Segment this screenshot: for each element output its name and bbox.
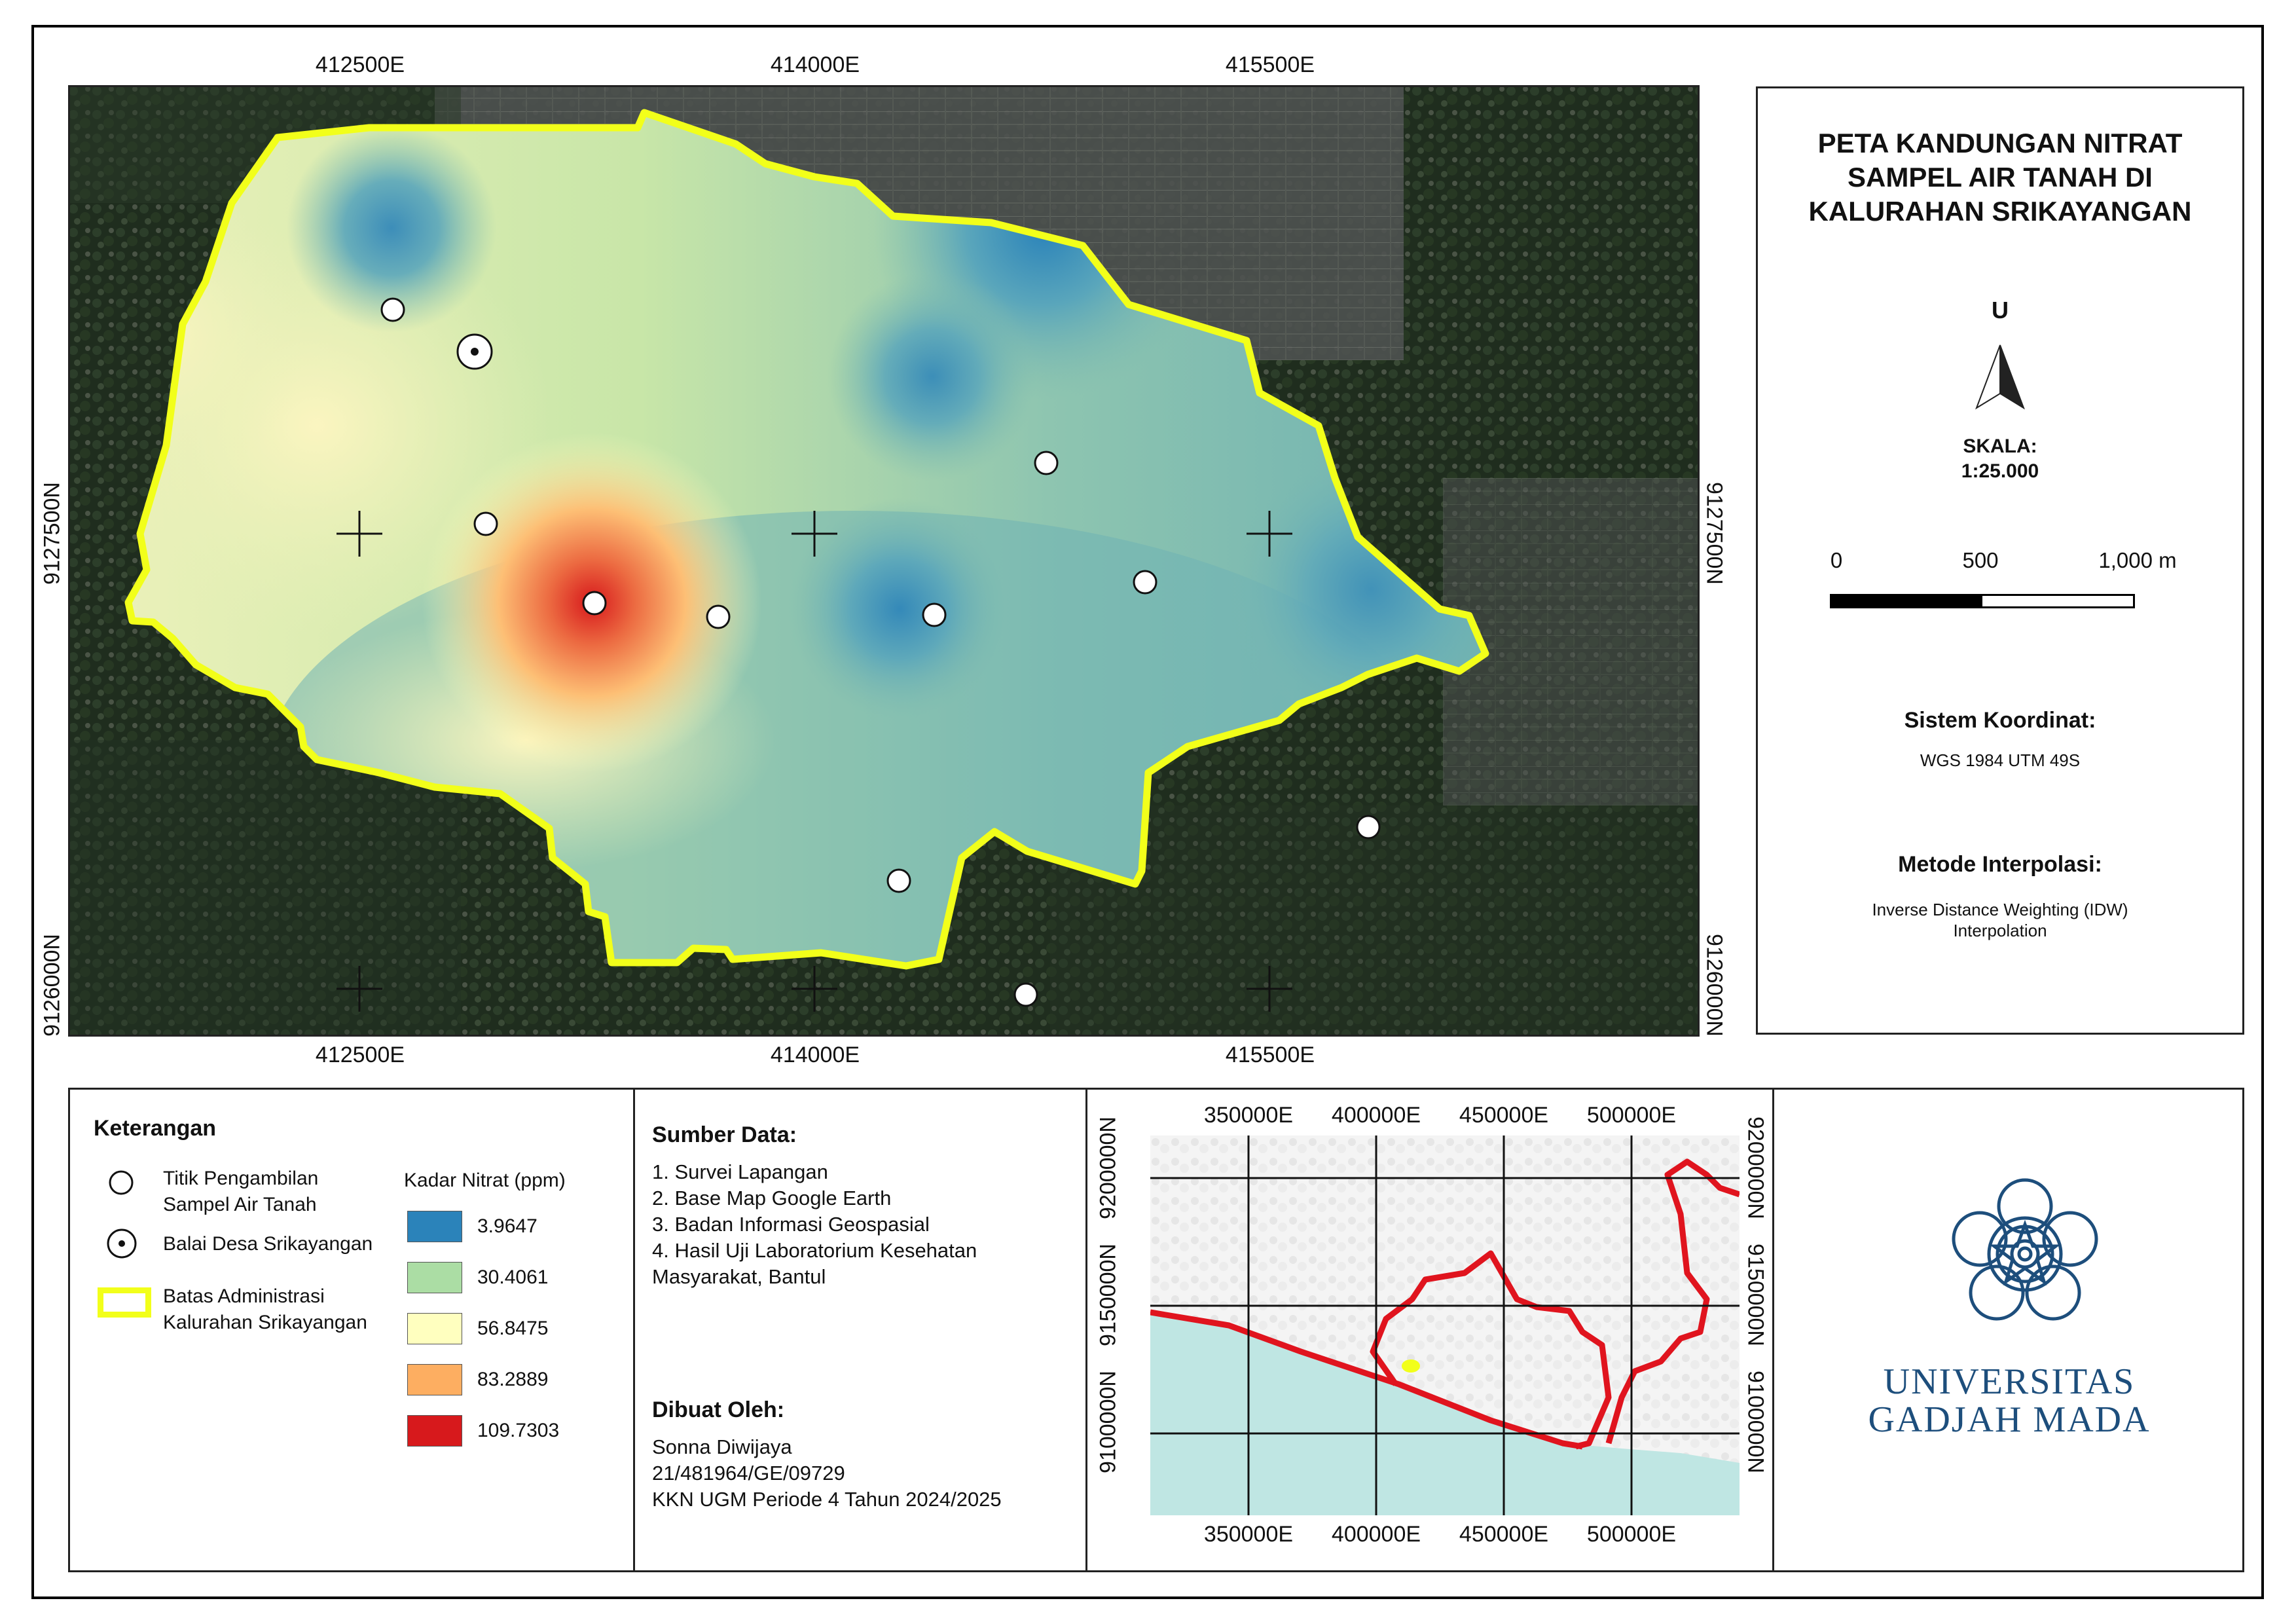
tick-left-9126000: 9126000N xyxy=(39,934,65,1037)
tick-top-415500: 415500E xyxy=(1225,52,1315,77)
ramp-swatch-1 xyxy=(407,1211,462,1242)
inset-top-tick-4: 500000E xyxy=(1586,1103,1677,1128)
ramp-swatch-4 xyxy=(407,1364,462,1395)
scale-label: SKALA: xyxy=(1963,435,2037,457)
author-heading: Dibuat Oleh: xyxy=(652,1397,785,1422)
legend xyxy=(70,1090,633,1570)
north-arrow-icon xyxy=(1974,342,2026,415)
office-legend-label: Balai Desa Srikayangan xyxy=(163,1233,373,1255)
sample-legend-label-2: Sampel Air Tanah xyxy=(163,1194,317,1215)
tick-bottom-414000: 414000E xyxy=(770,1043,860,1067)
inset-study-area xyxy=(1402,1359,1420,1373)
logo-text-line1: UNIVERSITAS xyxy=(1883,1361,2136,1402)
ugm-emblem-icon xyxy=(1943,1172,2107,1336)
ramp-value-3: 56.8475 xyxy=(477,1318,549,1339)
ramp-heading: Kadar Nitrat (ppm) xyxy=(404,1170,566,1191)
tick-bottom-415500: 415500E xyxy=(1225,1043,1315,1067)
logo-panel xyxy=(1774,1090,2244,1570)
logo-text-line2: GADJAH MADA xyxy=(1868,1399,2151,1440)
tick-top-414000: 414000E xyxy=(770,52,860,77)
source-item-2: 2. Base Map Google Earth xyxy=(652,1187,892,1209)
inset-bottom-tick-4: 500000E xyxy=(1586,1522,1677,1547)
inset-bottom-tick-1: 350000E xyxy=(1203,1522,1294,1547)
tick-bottom-412500: 412500E xyxy=(315,1043,405,1067)
tick-top-412500: 412500E xyxy=(315,52,405,77)
scalebar-label-1000: 1,000 m xyxy=(2098,548,2177,572)
inset-map xyxy=(1087,1090,1772,1570)
source-item-4: 4. Hasil Uji Laboratorium Kesehatan xyxy=(652,1239,977,1262)
inset-top-tick-2: 400000E xyxy=(1331,1103,1421,1128)
north-label: U xyxy=(1992,297,2009,323)
inset-bottom-tick-3: 450000E xyxy=(1459,1522,1549,1547)
method-heading: Metode Interpolasi: xyxy=(1898,852,2102,877)
main-map xyxy=(68,85,1700,1037)
legend-heading: Keterangan xyxy=(94,1116,217,1141)
sources-heading: Sumber Data: xyxy=(652,1122,797,1147)
sample-legend-symbol xyxy=(107,1168,136,1197)
method-value-line1: Inverse Distance Weighting (IDW) xyxy=(1872,900,2128,919)
ramp-swatch-2 xyxy=(407,1262,462,1293)
map-title-line1: PETA KANDUNGAN NITRAT xyxy=(1817,128,2183,158)
inset-top-tick-1: 350000E xyxy=(1203,1103,1294,1128)
map-title-line2: SAMPEL AIR TANAH DI xyxy=(1848,162,2153,193)
ramp-swatch-3 xyxy=(407,1313,462,1344)
inset-left-tick-1: 9100000N xyxy=(1095,1371,1121,1473)
crs-value: WGS 1984 UTM 49S xyxy=(1920,750,2081,770)
boundary-legend-symbol xyxy=(98,1287,151,1318)
ramp-value-1: 3.9647 xyxy=(477,1215,538,1237)
source-item-1: 1. Survei Lapangan xyxy=(652,1160,828,1183)
title-panel xyxy=(1756,86,2244,1035)
scalebar-label-0: 0 xyxy=(1830,548,1843,572)
author-program: KKN UGM Periode 4 Tahun 2024/2025 xyxy=(652,1488,1002,1511)
ramp-swatch-5 xyxy=(407,1415,462,1447)
office-legend-symbol xyxy=(105,1227,138,1260)
scalebar-label-500: 500 xyxy=(1962,548,1999,572)
author-name: Sonna Diwijaya xyxy=(652,1435,792,1458)
tick-right-9127500: 9127500N xyxy=(1702,482,1727,585)
boundary-legend-label-1: Batas Administrasi xyxy=(163,1285,325,1307)
sources-panel xyxy=(635,1090,1085,1570)
inset-right-tick-2: 9150000N xyxy=(1743,1244,1768,1346)
ramp-value-2: 30.4061 xyxy=(477,1266,549,1288)
tick-right-9126000: 9126000N xyxy=(1702,934,1727,1037)
inset-right-tick-1: 9200000N xyxy=(1743,1116,1768,1219)
scalebar xyxy=(1830,594,2135,608)
inset-top-tick-3: 450000E xyxy=(1459,1103,1549,1128)
inset-map-svg xyxy=(1150,1135,1740,1515)
map-title-line3: KALURAHAN SRIKAYANGAN xyxy=(1808,196,2192,227)
ramp-value-4: 83.2889 xyxy=(477,1369,549,1390)
method-value-line2: Interpolation xyxy=(1953,921,2047,940)
inset-left-tick-3: 9200000N xyxy=(1095,1116,1121,1219)
tick-left-9127500: 9127500N xyxy=(39,482,65,585)
source-item-4-cont: Masyarakat, Bantul xyxy=(652,1265,826,1288)
sample-legend-label-1: Titik Pengambilan xyxy=(163,1168,319,1189)
inset-right-tick-3: 9100000N xyxy=(1743,1371,1768,1473)
boundary-legend-label-2: Kalurahan Srikayangan xyxy=(163,1312,367,1333)
inset-left-tick-2: 9150000N xyxy=(1095,1244,1121,1346)
inset-bottom-tick-2: 400000E xyxy=(1331,1522,1421,1547)
crs-heading: Sistem Koordinat: xyxy=(1904,708,2096,733)
author-id: 21/481964/GE/09729 xyxy=(652,1462,845,1485)
scale-value: 1:25.000 xyxy=(1961,460,2039,482)
source-item-3: 3. Badan Informasi Geospasial xyxy=(652,1213,930,1236)
main-map-border xyxy=(68,85,1700,1037)
ramp-value-5: 109.7303 xyxy=(477,1420,560,1441)
